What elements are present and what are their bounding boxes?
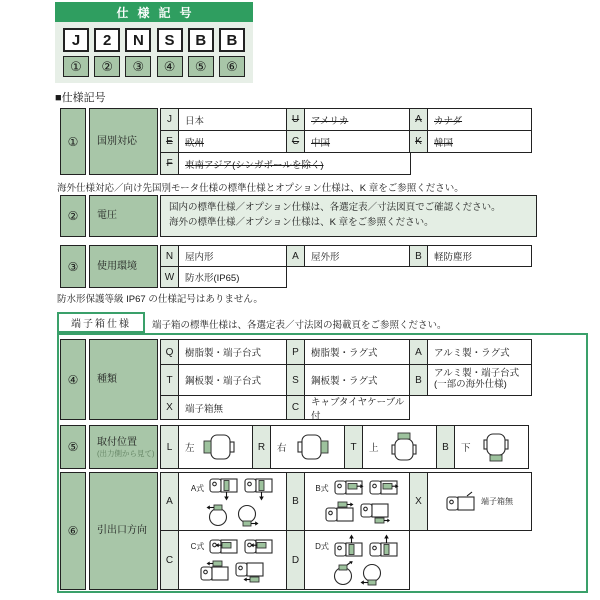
option-value-cell — [362, 425, 437, 469]
row4-number-badge: ④ — [60, 339, 86, 420]
option-value-cell: 軽防塵形 — [427, 245, 532, 267]
motor-side-outlet-left-icon — [244, 536, 274, 558]
code-number-row — [63, 56, 245, 77]
option-letter-cell: X — [409, 472, 428, 531]
motor-side-outlet-down-icon — [209, 475, 239, 501]
code-letter-box: B — [188, 28, 214, 52]
outlet-type-x-cell — [427, 472, 532, 531]
motor-side-outlet-right-icon — [334, 477, 364, 499]
option-letter-cell: W — [160, 266, 179, 288]
motor-side-outlet-bottom-left-icon — [235, 559, 265, 585]
option-letter-cell: D — [286, 530, 305, 590]
row3-number-badge: ③ — [60, 245, 86, 288]
outlet-type-b-cell — [304, 472, 410, 531]
code-letter-row — [63, 28, 245, 52]
terminal-box-note: 端子箱の標準仕様は、各選定表／寸法図の掲載頁をご参照ください。 — [152, 320, 447, 331]
code-number-box: ② — [94, 56, 120, 77]
row3-options-grid — [160, 245, 532, 288]
motor-front-outlet-up-icon — [331, 561, 355, 587]
voltage-line2: 海外の標準仕様／オプション仕様は、K 章をご参照ください。 — [169, 217, 434, 228]
option-letter-cell: Q — [160, 339, 179, 365]
motor-side-outlet-bottom-right-icon — [360, 500, 390, 526]
motor-front-outlet-left-icon — [206, 502, 230, 528]
option-letter-cell: C — [160, 530, 179, 590]
option-value-cell: 端子箱無 — [178, 395, 287, 420]
motor-front-outlet-left-icon — [360, 561, 384, 587]
option-letter-cell: K — [409, 130, 428, 153]
row4-label: 種類 — [89, 339, 158, 420]
no-terminal-box-label: 端子箱無 — [481, 497, 513, 506]
code-letter-box: 2 — [94, 28, 120, 52]
option-letter-cell: R — [252, 425, 271, 469]
motor-side-outlet-up-icon — [334, 534, 364, 560]
row1-options-grid — [160, 108, 532, 175]
motor-front-outlet-right-icon — [235, 502, 259, 528]
spec-code-panel — [55, 22, 253, 83]
row1-number-badge: ① — [60, 108, 86, 175]
option-letter-cell: A — [409, 108, 428, 131]
outlet-type-a-cell — [178, 472, 287, 531]
position-label: 右 — [277, 443, 287, 454]
option-value-line1: アルミ製・端子台式 — [434, 368, 520, 380]
position-label: 下 — [461, 443, 471, 454]
option-letter-cell: B — [436, 425, 455, 469]
motor-front-box-left-icon — [203, 432, 237, 462]
motor-side-outlet-left-icon — [209, 536, 239, 558]
code-number-box: ③ — [125, 56, 151, 77]
option-value-cell: 東南アジア(シンガポールを除く) — [178, 152, 411, 175]
voltage-line1: 国内の標準仕様／オプション仕様は、各選定表／寸法図頁でご確認ください。 — [169, 202, 501, 214]
outlet-type-label: C式 — [190, 542, 205, 551]
row3-label: 使用環境 — [89, 245, 158, 288]
row6-label: 引出口方向 — [89, 472, 158, 590]
row6-number-badge: ⑥ — [60, 472, 86, 590]
option-letter-cell: E — [160, 130, 179, 153]
code-letter-box: S — [157, 28, 183, 52]
option-letter-cell: A — [409, 339, 428, 365]
motor-front-box-bottom-icon — [479, 432, 513, 462]
motor-side-no-box-icon — [446, 491, 476, 513]
outlet-type-d-cell — [304, 530, 410, 590]
option-value-cell — [454, 425, 529, 469]
spec-code-header — [55, 2, 253, 83]
option-value-cell: アルミ製・ラグ式 — [427, 339, 532, 365]
option-letter-cell: J — [160, 108, 179, 131]
option-value-cell: 樹脂製・端子台式 — [178, 339, 287, 365]
motor-front-box-top-icon — [387, 432, 421, 462]
option-value-cell — [270, 425, 345, 469]
option-value-cell: 鋼板製・端子台式 — [178, 364, 287, 396]
row2-label: 電圧 — [89, 195, 158, 237]
option-letter-cell: L — [160, 425, 179, 469]
option-letter-cell: P — [286, 339, 305, 365]
row5-label — [89, 425, 158, 469]
option-letter-cell: B — [286, 472, 305, 531]
code-letter-box: N — [125, 28, 151, 52]
option-value-cell: 日本 — [178, 108, 287, 131]
option-letter-cell: X — [160, 395, 179, 420]
option-letter-cell: T — [344, 425, 363, 469]
outlet-type-c-cell — [178, 530, 287, 590]
motor-side-outlet-right-icon — [369, 477, 399, 499]
motor-side-outlet-top-left-icon — [200, 559, 230, 585]
position-label: 上 — [369, 443, 379, 454]
option-value-cell: キャブタイヤケーブル付 — [304, 395, 410, 420]
code-number-box: ⑤ — [188, 56, 214, 77]
option-value-cell: 屋外形 — [304, 245, 410, 267]
code-number-box: ① — [63, 56, 89, 77]
row5-number-badge: ⑤ — [60, 425, 86, 469]
row5-options-grid — [160, 425, 529, 469]
option-value-cell: 防水形(IP65) — [178, 266, 287, 288]
terminal-box-section-label: 端子箱仕様 — [57, 312, 145, 333]
code-letter-box: J — [63, 28, 89, 52]
option-letter-cell: T — [160, 364, 179, 396]
voltage-description-cell — [160, 195, 537, 237]
position-label: 左 — [185, 443, 195, 454]
option-value-cell: 欧州 — [178, 130, 287, 153]
spec-code-title: 仕様記号 — [55, 2, 253, 22]
row4-options-grid — [160, 339, 532, 420]
motor-side-outlet-top-right-icon — [325, 500, 355, 526]
option-letter-cell: B — [409, 364, 428, 396]
outlet-type-label: B式 — [315, 483, 329, 493]
option-letter-cell: A — [160, 472, 179, 531]
motor-side-outlet-down-icon — [244, 475, 274, 501]
overseas-note: 海外仕様対応／向け先国別モータ仕様の標準仕様とオプション仕様は、K 章をご参照ください。 — [57, 183, 464, 194]
option-value-cell: カナダ — [427, 108, 532, 131]
code-number-box: ⑥ — [219, 56, 245, 77]
option-letter-cell: B — [409, 245, 428, 267]
option-letter-cell: N — [160, 245, 179, 267]
option-value-cell: 韓国 — [427, 130, 532, 153]
row2-number-badge: ② — [60, 195, 86, 237]
option-letter-cell: C — [286, 130, 305, 153]
option-letter-cell: C — [286, 395, 305, 420]
motor-side-outlet-up-icon — [369, 534, 399, 560]
option-letter-cell: A — [286, 245, 305, 267]
option-value-cell: 屋内形 — [178, 245, 287, 267]
row5-sublabel-text: (出力側から見て) — [97, 448, 155, 458]
option-value-cell — [178, 425, 253, 469]
code-number-box: ④ — [157, 56, 183, 77]
option-value-cell: 樹脂製・ラグ式 — [304, 339, 410, 365]
outlet-type-label: A式 — [190, 483, 205, 493]
row6-options-grid — [160, 472, 532, 590]
waterproof-note: 防水形保護等級 IP67 の仕様記号はありません。 — [57, 294, 263, 305]
row1-label: 国別対応 — [89, 108, 158, 175]
option-letter-cell: F — [160, 152, 179, 175]
option-letter-cell: S — [286, 364, 305, 396]
option-value-cell: アメリカ — [304, 108, 410, 131]
code-letter-box: B — [219, 28, 245, 52]
section-heading: ■仕様記号 — [55, 92, 106, 104]
outlet-type-label: D式 — [315, 542, 329, 551]
option-value-cell — [427, 364, 532, 396]
motor-front-box-right-icon — [295, 432, 329, 462]
option-letter-cell: U — [286, 108, 305, 131]
option-value-cell: 鋼板製・ラグ式 — [304, 364, 410, 396]
option-value-line2: (一部の海外仕様) — [434, 379, 507, 390]
row5-label-text: 取付位置 — [97, 436, 137, 448]
option-value-cell: 中国 — [304, 130, 410, 153]
